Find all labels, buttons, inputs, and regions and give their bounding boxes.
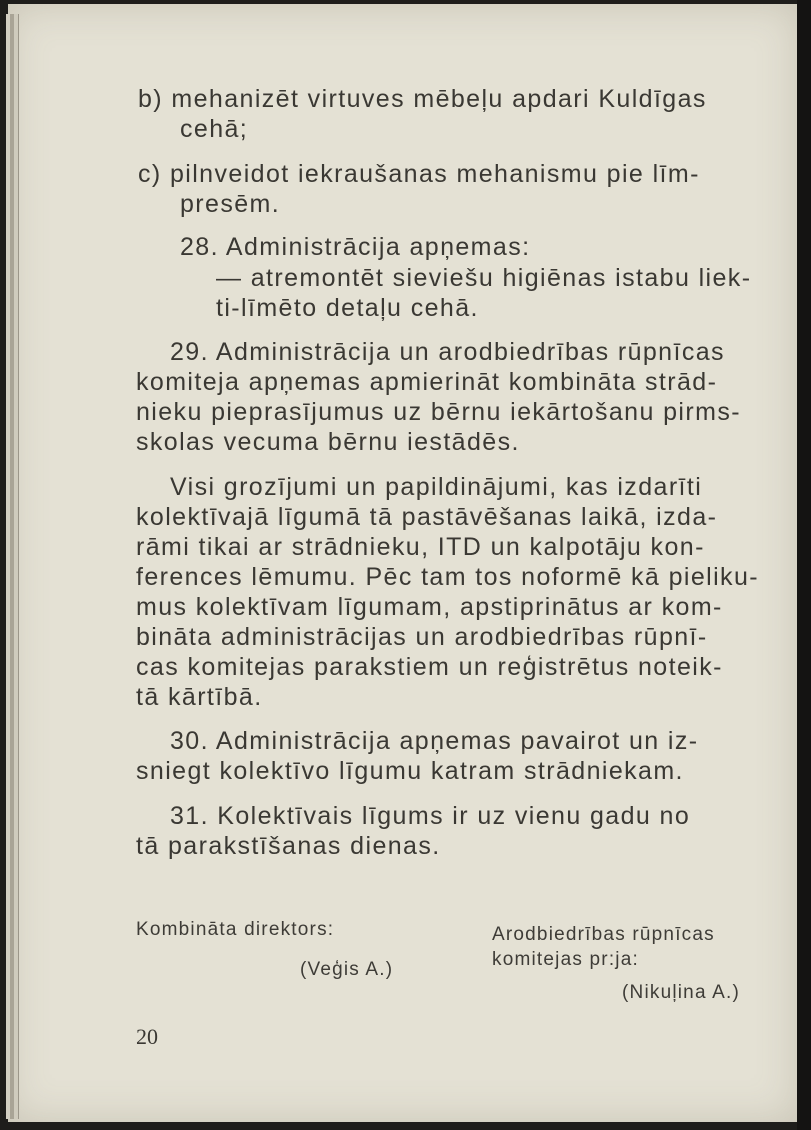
text-line: cehā;	[180, 115, 249, 143]
text-line: ferences lēmumu. Pēc tam tos noformē kā pieliku-	[136, 563, 759, 591]
text-line: tā kārtībā.	[136, 683, 263, 711]
text-line: tā parakstīšanas dienas.	[136, 832, 441, 860]
text-line: bināta administrācijas un arodbiedrības rūpnī-	[136, 623, 708, 651]
text-line: sniegt kolektīvo līgumu katram strādniekam.	[136, 757, 684, 785]
page-edges	[18, 14, 59, 1119]
text-line: nieku pieprasījumus uz bērnu iekārtošanu pirms-	[136, 398, 741, 426]
text-line: 31. Kolektīvais līgums ir uz vienu gadu no	[170, 802, 691, 830]
right-signature-name: (Nikuļina A.)	[622, 982, 741, 1003]
text-line: 30. Administrācija apņemas pavairot un iz-	[170, 727, 699, 755]
book-page	[8, 4, 798, 1122]
text-line: — atremontēt sieviešu higiēnas istabu liek-	[216, 264, 752, 292]
text-line: presēm.	[180, 190, 281, 218]
text-line: c) pilnveidot iekraušanas mehanismu pie līm-	[138, 160, 700, 188]
text-line: b) mehanizēt virtuves mēbeļu apdari Kuldīgas	[138, 85, 707, 113]
text-line: komiteja apņemas apmierināt kombināta strād-	[136, 368, 718, 396]
page-number: 20	[136, 1024, 158, 1049]
right-signature-title: Arodbiedrības rūpnīcas	[492, 924, 715, 945]
text-line: mus kolektīvam līgumam, apstiprinātus ar kom-	[136, 593, 723, 621]
right-signature-title: komitejas pr:ja:	[492, 949, 639, 970]
text-line: ti-līmēto detaļu cehā.	[216, 294, 479, 322]
text-line: 28. Administrācija apņemas:	[180, 233, 531, 261]
left-signature-name: (Veģis A.)	[300, 959, 394, 980]
text-line: kolektīvajā līgumā tā pastāvēšanas laikā, izda-	[136, 503, 718, 531]
book-spine-shadow	[797, 0, 811, 1130]
text-line: cas komitejas parakstiem un reģistrētus noteik-	[136, 653, 723, 681]
text-line: 29. Administrācija un arodbiedrības rūpnīcas	[170, 338, 725, 366]
text-line: skolas vecuma bērnu iestādēs.	[136, 428, 520, 456]
text-line: rāmi tikai ar strādnieku, ITD un kalpotāju kon-	[136, 533, 705, 561]
left-signature-title: Kombināta direktors:	[136, 919, 335, 940]
text-line: Visi grozījumi un papildinājumi, kas izdarīti	[170, 473, 703, 501]
